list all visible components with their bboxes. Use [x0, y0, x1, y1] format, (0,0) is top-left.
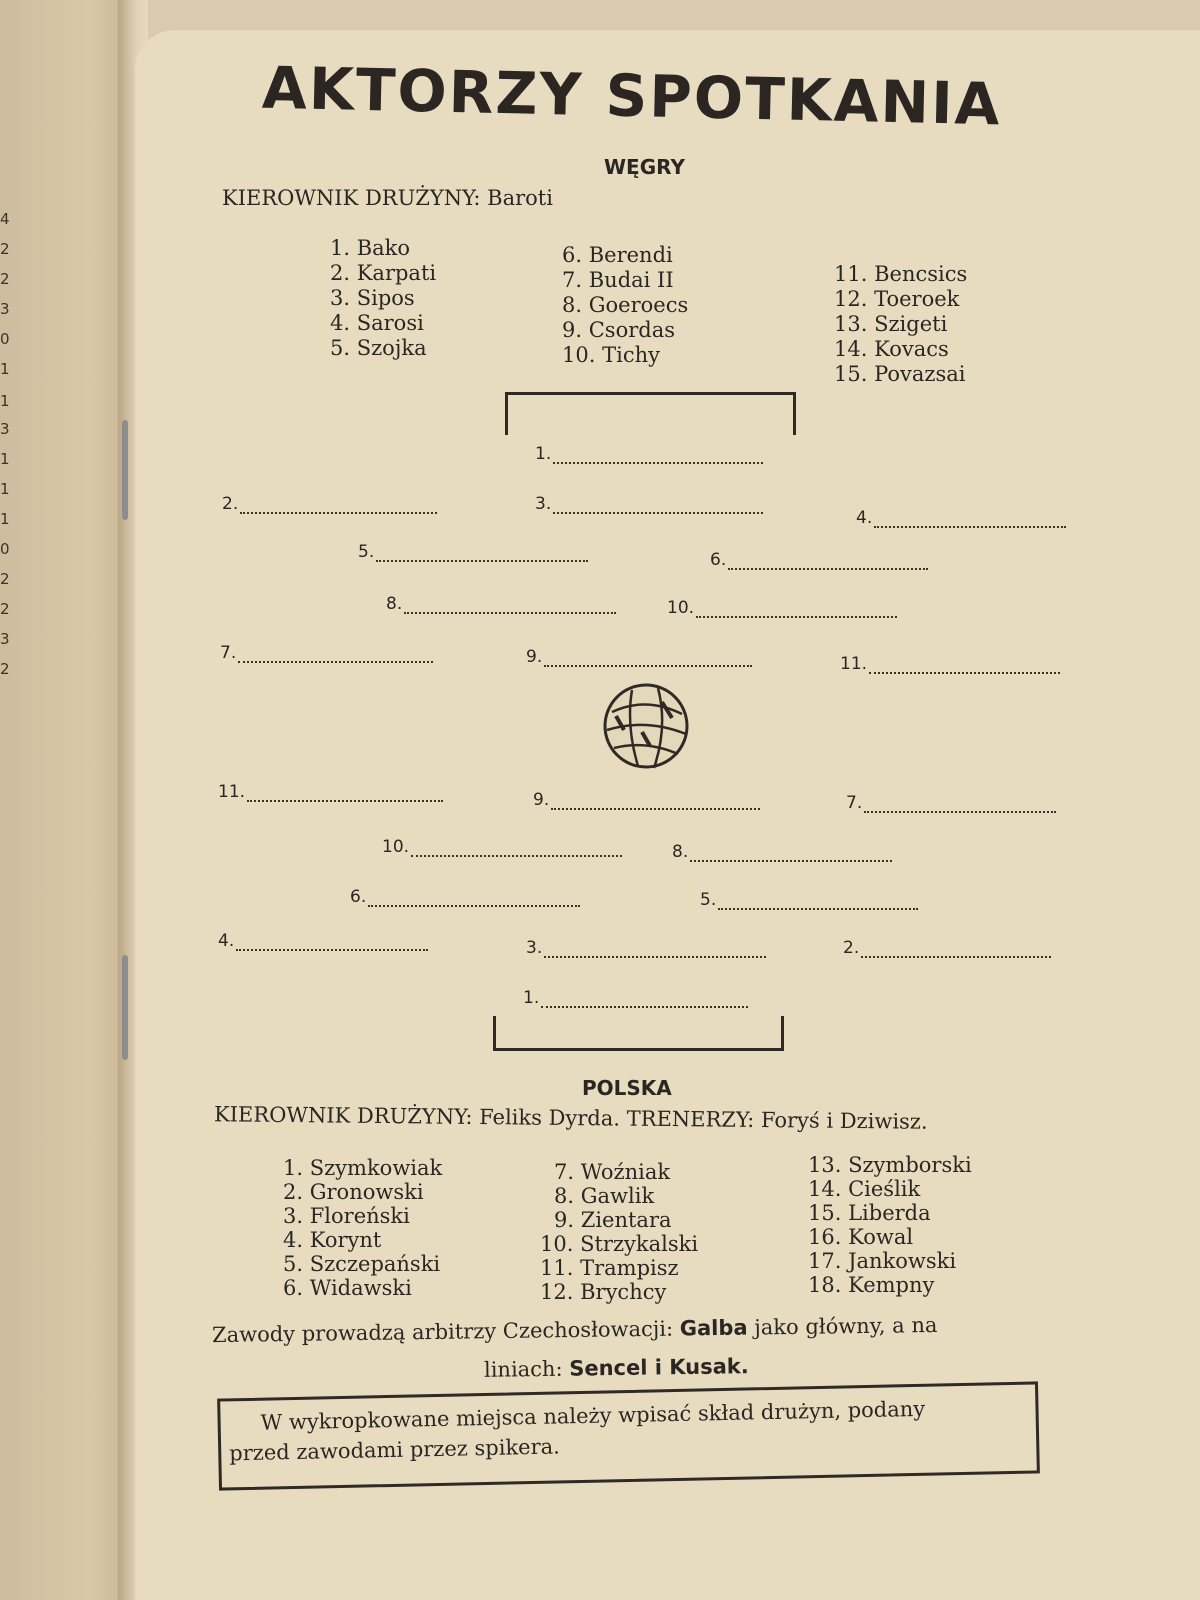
football-icon	[602, 682, 690, 770]
lineup-slot-top: 4.	[856, 508, 1066, 528]
hungary-manager-line	[222, 186, 553, 210]
lineup-slot-bottom: 2.	[843, 938, 1051, 958]
lineup-slot-top: 1.	[535, 444, 763, 464]
lineup-slot-top: 5.	[358, 542, 588, 562]
margin-number: 4	[0, 210, 10, 228]
player-row: 9. Zientara	[554, 1208, 672, 1232]
hungary-players-col-1	[330, 236, 436, 361]
team-heading-poland: POLSKA	[582, 1076, 672, 1100]
player-row: 3. Sipos	[330, 286, 415, 310]
lineup-slot-top: 7.	[220, 643, 433, 663]
margin-number: 3	[0, 300, 10, 318]
margin-number: 3	[0, 420, 10, 438]
margin-number: 2	[0, 570, 10, 588]
player-row: 5. Szojka	[330, 336, 427, 360]
margin-number: 1	[0, 392, 10, 410]
player-row: 15. Liberda	[808, 1201, 931, 1225]
player-row: 10. Strzykalski	[540, 1232, 699, 1256]
player-row: 6. Berendi	[562, 243, 673, 267]
lineup-slot-bottom: 7.	[846, 793, 1056, 813]
left-page-edge	[0, 0, 130, 1600]
player-row: 15. Povazsai	[834, 362, 966, 386]
coaches-names: Foryś i Dziwisz.	[760, 1107, 928, 1134]
margin-number: 2	[0, 660, 10, 678]
lineup-slot-top: 3.	[535, 494, 763, 514]
instruction-line-1: W wykropkowane miejsca należy wpisać skład drużyn, podany	[260, 1396, 926, 1435]
player-row: 4. Sarosi	[330, 311, 424, 335]
player-row: 17. Jankowski	[808, 1249, 957, 1273]
instruction-line-2: przed zawodami przez spikera.	[229, 1434, 561, 1466]
manager-name: Feliks Dyrda.	[479, 1105, 621, 1131]
player-row: 14. Kovacs	[834, 337, 949, 361]
player-row: 13. Szigeti	[834, 312, 948, 336]
poland-players-col-3	[808, 1153, 972, 1297]
player-row: 11. Trampisz	[540, 1256, 679, 1280]
goal-bottom	[493, 1016, 784, 1051]
player-row: 14. Cieślik	[808, 1177, 921, 1201]
player-row: 7. Budai II	[562, 268, 674, 292]
lineup-slot-bottom: 1.	[523, 988, 748, 1008]
lineup-slot-top: 10.	[667, 598, 897, 618]
lineup-slot-bottom: 6.	[350, 887, 580, 907]
line-referees: Sencel i Kusak.	[569, 1354, 749, 1381]
lineup-slot-top: 6.	[710, 550, 928, 570]
lineup-slot-top: 8.	[386, 594, 616, 614]
lineup-slot-top: 9.	[526, 647, 752, 667]
margin-number: 0	[0, 330, 10, 348]
player-row: 6. Widawski	[283, 1276, 412, 1300]
poland-players-col-2	[540, 1160, 698, 1304]
margin-number: 3	[0, 630, 10, 648]
player-row: 1. Szymkowiak	[283, 1156, 443, 1180]
lineup-slot-top: 2.	[222, 494, 437, 514]
lineup-slot-bottom: 5.	[700, 890, 918, 910]
staple	[122, 955, 128, 1060]
player-row: 2. Gronowski	[283, 1180, 424, 1204]
manager-label: KIEROWNIK DRUŻYNY:	[222, 186, 481, 210]
player-row: 9. Csordas	[562, 318, 676, 342]
hungary-players-col-2	[562, 243, 688, 368]
manager-label: KIEROWNIK DRUŻYNY:	[213, 1102, 473, 1129]
team-heading-hungary: WĘGRY	[604, 155, 685, 179]
player-row: 2. Karpati	[330, 261, 437, 285]
goal-top	[505, 392, 796, 435]
margin-number: 1	[0, 480, 10, 498]
instruction-box	[217, 1381, 1040, 1490]
manager-name: Baroti	[487, 186, 553, 210]
player-row: 3. Floreński	[283, 1204, 410, 1228]
lineup-slot-bottom: 11.	[218, 782, 443, 802]
hungary-players-col-3	[834, 262, 967, 387]
player-row: 11. Bencsics	[834, 262, 968, 286]
player-row: 4. Korynt	[283, 1228, 382, 1252]
poland-players-col-1	[283, 1156, 442, 1300]
margin-number: 1	[0, 510, 10, 528]
referees-line-2: liniach: Sencel i Kusak.	[483, 1354, 749, 1382]
margin-number: 2	[0, 600, 10, 618]
margin-number: 2	[0, 270, 10, 288]
player-row: 12. Toeroek	[834, 287, 960, 311]
margin-number: 1	[0, 450, 10, 468]
lineup-slot-bottom: 9.	[533, 790, 760, 810]
player-row: 18. Kempny	[808, 1273, 935, 1297]
player-row: 16. Kowal	[808, 1225, 914, 1249]
page-title: AKTORZY SPOTKANIA	[261, 53, 1003, 139]
player-row: 8. Gawlik	[554, 1184, 655, 1208]
main-referee: Galba	[679, 1315, 748, 1341]
margin-number: 2	[0, 240, 10, 258]
player-row: 7. Woźniak	[554, 1160, 671, 1184]
player-row: 5. Szczepański	[283, 1252, 441, 1276]
coaches-label: TRENERZY:	[626, 1106, 755, 1132]
lineup-slot-bottom: 4.	[218, 931, 428, 951]
player-row: 12. Brychcy	[540, 1280, 667, 1304]
lineup-slot-top: 11.	[840, 654, 1060, 674]
referees-line-1: Zawody prowadzą arbitrzy Czechosłowacji: Galba jako główny, a na	[211, 1312, 938, 1348]
margin-number: 0	[0, 540, 10, 558]
staple	[122, 420, 128, 520]
lineup-slot-bottom: 3.	[526, 938, 766, 958]
player-row: 1. Bako	[330, 236, 411, 260]
lineup-slot-bottom: 10.	[382, 837, 622, 857]
player-row: 10. Tichy	[562, 343, 660, 367]
lineup-slot-bottom: 8.	[672, 842, 892, 862]
player-row: 8. Goeroecs	[562, 293, 689, 317]
margin-number: 1	[0, 360, 10, 378]
player-row: 13. Szymborski	[808, 1153, 972, 1177]
